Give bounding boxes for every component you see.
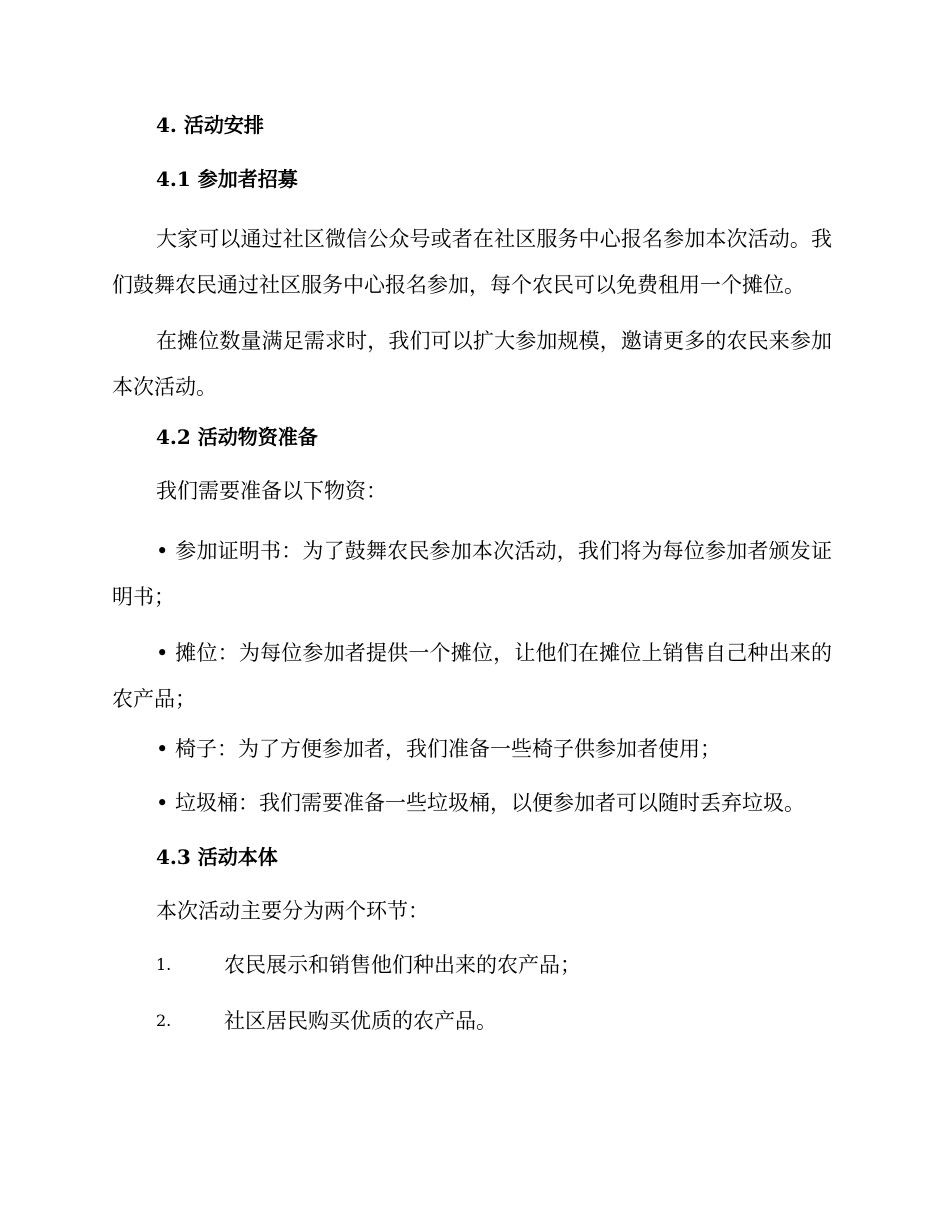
section-heading: 4. 活动安排 [156, 113, 264, 137]
bullet-item: • 垃圾桶：我们需要准备一些垃圾桶，以便参加者可以随时丢弃垃圾。 [156, 791, 806, 815]
subsection-heading-4-1: 4.1 参加者招募 [156, 167, 298, 191]
paragraph-intro: 我们需要准备以下物资： [156, 479, 387, 503]
paragraph: 在摊位数量满足需求时，我们可以扩大参加规模，邀请更多的农民来参加本次活动。 [112, 329, 832, 399]
document-body [112, 108, 832, 1060]
numbered-item [112, 948, 832, 982]
subsection-heading-4-2: 4.2 活动物资准备 [156, 425, 318, 449]
bullet-item: • 椅子：为了方便参加者，我们准备一些椅子供参加者使用； [156, 737, 722, 761]
item-text: 社区居民购买优质的农产品。 [224, 1009, 497, 1033]
item-number: 2. [156, 1011, 172, 1030]
bullet-item: • 摊位：为每位参加者提供一个摊位，让他们在摊位上销售自己种出来的农产品； [112, 641, 832, 711]
item-text: 农民展示和销售他们种出来的农产品； [224, 953, 581, 977]
paragraph: 大家可以通过社区微信公众号或者在社区服务中心报名参加本次活动。我们鼓舞农民通过社区服务中心报名参加，每个农民可以免费租用一个摊位。 [112, 227, 832, 297]
subsection-heading-4-3: 4.3 活动本体 [156, 845, 278, 869]
paragraph-intro: 本次活动主要分为两个环节： [156, 899, 429, 923]
numbered-item [112, 1004, 832, 1038]
bullet-item: • 参加证明书：为了鼓舞农民参加本次活动，我们将为每位参加者颁发证明书； [112, 539, 832, 609]
item-number: 1. [156, 955, 172, 974]
